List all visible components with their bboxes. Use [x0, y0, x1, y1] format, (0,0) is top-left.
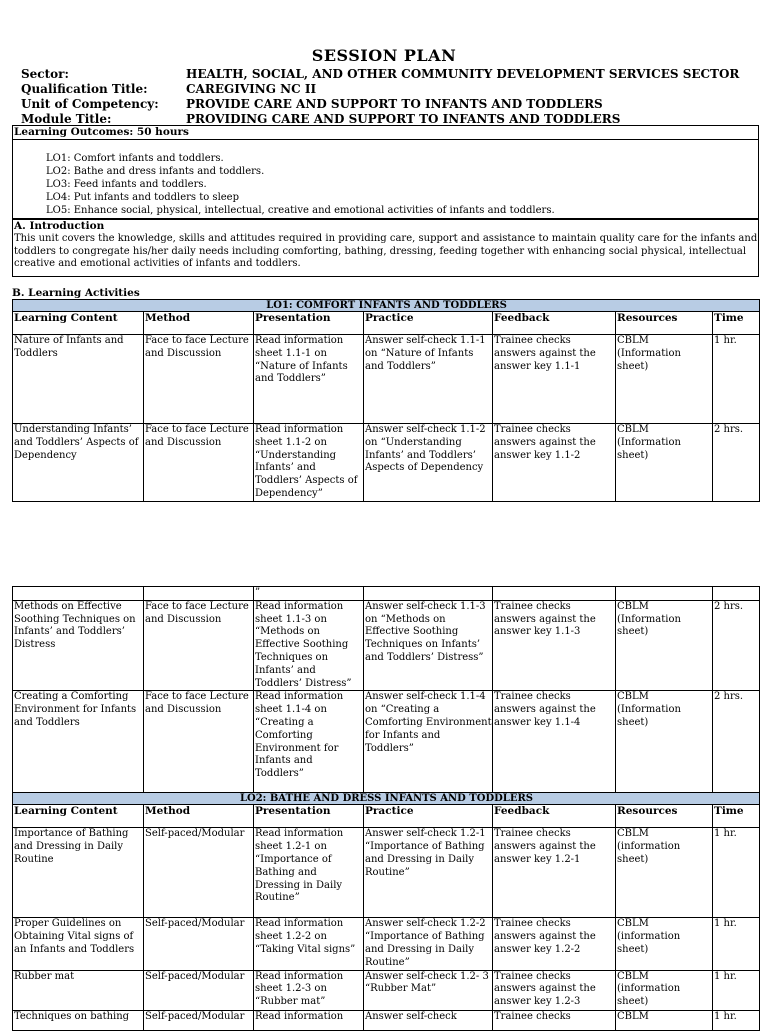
column-header: Feedback — [493, 805, 616, 828]
list-item: LO1: Comfort infants and toddlers. — [46, 153, 224, 164]
table-row: Nature of Infants and Toddlers Face to face Lecture and Discussion Read information sheet 1.1-1 on “Nature of Infants and Toddlers” Answer self-check 1.1-1 on “Nature of Infants and Toddlers” Trainee checks answers against the answer key 1.1-1 CBLM (Information sheet) 1 hr. — [13, 335, 760, 424]
column-header: Time — [713, 805, 760, 828]
table-header-row — [13, 805, 760, 828]
column-header: Method — [144, 805, 254, 828]
document-meta — [21, 67, 739, 127]
list-item: LO3: Feed infants and toddlers. — [46, 179, 207, 190]
column-header: Presentation — [254, 805, 364, 828]
meta-module: Module Title: PROVIDING CARE AND SUPPORT TO INFANTS AND TODDLERS — [21, 112, 621, 126]
lo1-table-part-1 — [12, 299, 760, 502]
table-row: ” — [13, 587, 760, 601]
list-item: LO4: Put infants and toddlers to sleep — [46, 192, 240, 203]
meta-qualification: Qualification Title: CAREGIVING NC II — [21, 82, 317, 96]
table-row: Proper Guidelines on Obtaining Vital signs of an Infants and Toddlers Self-paced/Modular Read information sheet 1.2-2 on “Taking Vital signs” Answer self-check 1.2-2 “Importance of Bathing and Dressing in Daily Routine” Trainee checks answers against the answer key 1.2-2 CBLM (information sheet) 1 hr. — [13, 918, 760, 970]
column-header: Practice — [364, 805, 493, 828]
column-header: Feedback — [493, 312, 616, 335]
list-item: LO5: Enhance social, physical, intellectual, creative and emotional activities of infants and toddlers. — [46, 205, 555, 216]
table-row: Importance of Bathing and Dressing in Daily Routine Self-paced/Modular Read information sheet 1.2-1 on “Importance of Bathing and Dressing in Daily Routine” Answer self-check 1.2-1 “Importance of Bathing and Dressing in Daily Routine” Trainee checks answers against the answer key 1.2-1 CBLM (information sheet) 1 hr. — [13, 828, 760, 918]
learning-activities-heading: B. Learning Activities — [12, 287, 140, 299]
table-row: Creating a Comforting Environment for Infants and Toddlers Face to face Lecture and Discussion Read information sheet 1.1-4 on “Creating a Comforting Environment for Infants and Toddlers” Answer self-check 1.1-4 on “Creating a Comforting Environment for Infants and Toddlers” Trainee checks answers against the answer key 1.1-4 CBLM (Information sheet) 2 hrs. — [13, 691, 760, 793]
column-header: Learning Content — [13, 805, 144, 828]
column-header: Resources — [616, 805, 713, 828]
lo1-table-part-2 — [12, 586, 760, 1031]
table-row: Methods on Effective Soothing Techniques on Infants’ and Toddlers’ Distress Face to face Lecture and Discussion Read information sheet 1.1-3 on “Methods on Effective Soothing Techniques on Infants’ and Toddlers’ Distress” Answer self-check 1.1-3 on “Methods on Effective Soothing Techniques on Infants’ and Toddlers’ Distress” Trainee checks answers against the answer key 1.1-3 CBLM (Information sheet) 2 hrs. — [13, 600, 760, 691]
meta-sector: Sector: HEALTH, SOCIAL, AND OTHER COMMUNITY DEVELOPMENT SERVICES SECTOR — [21, 67, 740, 81]
column-header: Time — [713, 312, 760, 335]
table-header-row — [13, 312, 760, 335]
lo2-band: LO2: BATHE AND DRESS INFANTS AND TODDLERS — [13, 793, 760, 805]
column-header: Resources — [616, 312, 713, 335]
table-row: Techniques on bathing Self-paced/Modular Read information Answer self-check Trainee checks CBLM 1 hr. — [13, 1010, 760, 1030]
meta-unit: Unit of Competency: PROVIDE CARE AND SUPPORT TO INFANTS AND TODDLERS — [21, 97, 603, 111]
column-header: Learning Content — [13, 312, 144, 335]
introduction-text: This unit covers the knowledge, skills and attitudes required in providing care, support and assistance to maintain quality care for the infants and toddlers to congregate his/her daily needs including comforting, bathing, dressing, feeding together with enhancing social physical, intellectual creative and emotional activities of infants and toddlers. — [14, 233, 758, 269]
learning-outcomes-heading: Learning Outcomes: 50 hours — [13, 126, 758, 140]
list-item: LO2: Bathe and dress infants and toddlers. — [46, 166, 265, 177]
column-header: Presentation — [254, 312, 364, 335]
learning-outcomes-box — [12, 125, 759, 219]
page-title: SESSION PLAN — [311, 46, 457, 65]
introduction-heading: A. Introduction — [14, 220, 105, 232]
column-header: Practice — [364, 312, 493, 335]
column-header: Method — [144, 312, 254, 335]
introduction-box — [12, 219, 759, 277]
learning-outcomes-list — [13, 140, 758, 217]
table-row: Rubber mat Self-paced/Modular Read information sheet 1.2-3 on “Rubber mat” Answer self-check 1.2- 3 “Rubber Mat” Trainee checks answers against the answer key 1.2-3 CBLM (information sheet) 1 hr. — [13, 970, 760, 1010]
lo1-band: LO1: COMFORT INFANTS AND TODDLERS — [13, 300, 760, 312]
table-row: Understanding Infants’ and Toddlers’ Aspects of Dependency Face to face Lecture and Discussion Read information sheet 1.1-2 on “Understanding Infants’ and Toddlers’ Aspects of Dependency” Answer self-check 1.1-2 on “Understanding Infants’ and Toddlers’ Aspects of Dependency Trainee checks answers against the answer key 1.1-2 CBLM (Information sheet) 2 hrs. — [13, 424, 760, 502]
